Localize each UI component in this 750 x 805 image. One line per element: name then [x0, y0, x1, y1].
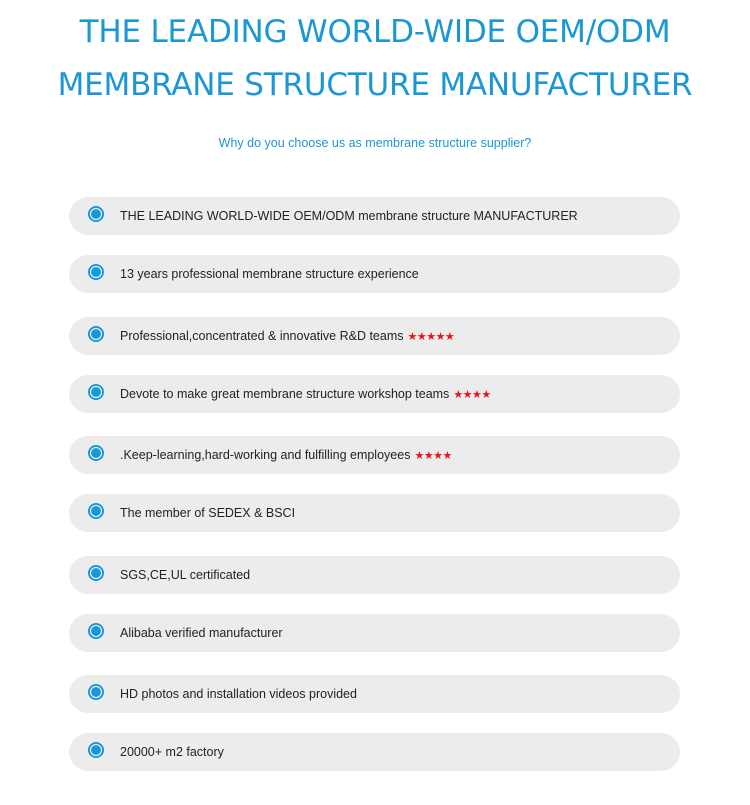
circle-bullet-icon — [88, 445, 104, 461]
circle-bullet-icon — [88, 206, 104, 222]
feature-text: Professional,concentrated & innovative R&D teams — [120, 329, 404, 343]
feature-text: Alibaba verified manufacturer — [120, 626, 283, 640]
feature-text: 13 years professional membrane structure experience — [120, 267, 419, 281]
circle-bullet-icon — [88, 264, 104, 280]
feature-text-wrap — [120, 614, 287, 652]
page-title-line-2: MEMBRANE STRUCTURE MANUFACTURER — [57, 67, 693, 103]
feature-item — [69, 614, 680, 652]
feature-text-wrap — [120, 317, 454, 355]
feature-item — [69, 317, 680, 355]
circle-bullet-icon — [88, 684, 104, 700]
page-title-line-1: THE LEADING WORLD-WIDE OEM/ODM — [79, 14, 671, 50]
feature-text-wrap — [120, 733, 228, 771]
feature-text-wrap — [120, 494, 299, 532]
feature-text-wrap — [120, 675, 361, 713]
feature-text: The member of SEDEX & BSCI — [120, 506, 296, 520]
feature-item — [69, 255, 680, 293]
circle-bullet-icon — [88, 742, 104, 758]
feature-text-wrap — [120, 197, 582, 235]
feature-text: THE LEADING WORLD-WIDE OEM/ODM membrane structure MANUFACTURER — [120, 209, 578, 223]
feature-item — [69, 494, 680, 532]
feature-text: SGS,CE,UL certificated — [120, 568, 251, 582]
circle-bullet-icon — [88, 326, 104, 342]
feature-item — [69, 375, 680, 413]
feature-item — [69, 675, 680, 713]
star-rating: ★★★★ — [453, 389, 491, 401]
star-rating: ★★★★★ — [407, 331, 455, 343]
feature-item — [69, 197, 680, 235]
feature-text: HD photos and installation videos provided — [120, 687, 357, 701]
feature-text-wrap — [120, 255, 423, 293]
page-subtitle: Why do you choose us as membrane structure supplier? — [218, 136, 532, 150]
circle-bullet-icon — [88, 565, 104, 581]
feature-item — [69, 733, 680, 771]
feature-item — [69, 436, 680, 474]
feature-text-wrap — [120, 375, 491, 413]
circle-bullet-icon — [88, 623, 104, 639]
feature-text: .Keep-learning,hard-working and fulfilling employees — [120, 448, 411, 462]
feature-text-wrap — [120, 556, 254, 594]
circle-bullet-icon — [88, 503, 104, 519]
feature-text-wrap — [120, 436, 452, 474]
feature-text: 20000+ m2 factory — [120, 745, 224, 759]
star-rating: ★★★★ — [414, 450, 452, 462]
circle-bullet-icon — [88, 384, 104, 400]
feature-text: Devote to make great membrane structure workshop teams — [120, 387, 450, 401]
feature-item — [69, 556, 680, 594]
